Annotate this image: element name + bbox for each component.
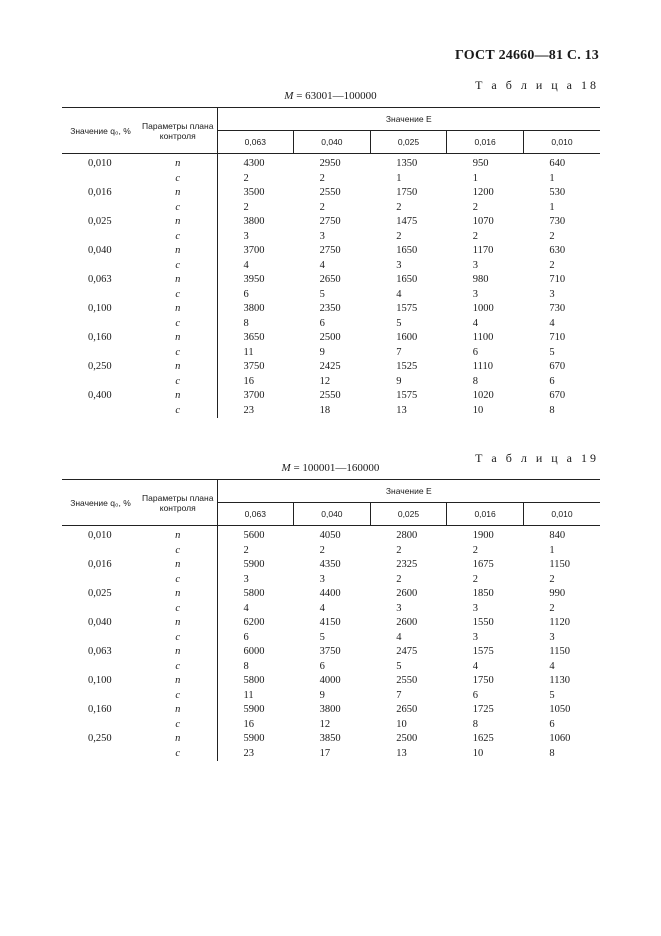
q0-value (62, 631, 139, 646)
table-cell: 7 (396, 346, 402, 358)
table-cell: 2475 (396, 646, 418, 657)
column-header-e-group: Значение E (217, 480, 600, 503)
param-label: n (139, 154, 217, 172)
table-cell: 1170 (472, 245, 494, 256)
table-cell: 3850 (319, 733, 341, 744)
table-cell: 3 (472, 631, 479, 643)
table-cell: 2 (472, 544, 479, 556)
table-cell: 8 (472, 375, 479, 387)
table-row (62, 587, 600, 602)
table-cell: 2 (472, 573, 479, 585)
table-cell: 2750 (319, 216, 341, 227)
table-cell: 2500 (396, 733, 418, 744)
table-cell: 710 (549, 274, 566, 285)
table-row (62, 645, 600, 660)
column-header-e-value: 0,040 (294, 131, 371, 154)
table-row (62, 215, 600, 230)
table-cell: 3700 (243, 390, 265, 401)
table-cell: 4400 (319, 588, 341, 599)
q0-value (62, 172, 139, 187)
table-cell: 12 (319, 375, 331, 387)
q0-value: 0,400 (88, 390, 112, 401)
table-cell: 1100 (472, 332, 494, 343)
table-cell: 6 (472, 346, 479, 358)
table-cell: 530 (549, 187, 566, 198)
q0-value: 0,040 (88, 617, 112, 628)
q0-value (62, 602, 139, 617)
param-label: n (139, 732, 217, 747)
table-cell: 3800 (319, 704, 341, 715)
table-cell: 1 (549, 544, 555, 556)
table-cell: 3 (472, 259, 479, 271)
q0-value: 0,063 (88, 646, 112, 657)
table-cell: 730 (549, 216, 566, 227)
table-cell: 1000 (472, 303, 494, 314)
column-header-e-value: 0,063 (217, 503, 294, 526)
param-label: c (139, 631, 217, 646)
column-header-e-value: 0,040 (294, 503, 371, 526)
table-row (62, 631, 600, 646)
table-row (62, 259, 600, 274)
table-cell: 5 (549, 346, 555, 358)
table-cell: 2 (396, 201, 402, 213)
table-row (62, 317, 600, 332)
table-cell: 4150 (319, 617, 341, 628)
column-header-e-value: 0,025 (370, 503, 447, 526)
table-cell: 9 (319, 346, 325, 358)
param-label: n (139, 273, 217, 288)
table-cell: 9 (396, 375, 402, 387)
table-cell: 2600 (396, 617, 418, 628)
q0-value (62, 404, 139, 419)
param-label: n (139, 616, 217, 631)
param-label: c (139, 747, 217, 762)
param-label: c (139, 544, 217, 559)
table-cell: 2550 (319, 187, 341, 198)
table-cell: 2550 (319, 390, 341, 401)
q0-value: 0,063 (88, 274, 112, 285)
table-row (62, 201, 600, 216)
param-label: c (139, 689, 217, 704)
table-row (62, 404, 600, 419)
table-row (62, 703, 600, 718)
column-header-q0: Значение q₀, % (62, 480, 139, 526)
table-row (62, 273, 600, 288)
param-label: n (139, 302, 217, 317)
table-cell: 710 (549, 332, 566, 343)
column-header-e-value: 0,016 (447, 503, 524, 526)
table-cell: 6000 (243, 646, 265, 657)
table-cell: 1350 (396, 158, 418, 169)
table-cell: 18 (319, 404, 331, 416)
q0-value (62, 573, 139, 588)
table-row (62, 558, 600, 573)
q0-value: 0,025 (88, 588, 112, 599)
table-cell: 1475 (396, 216, 418, 227)
table-cell: 8 (243, 317, 249, 329)
q0-value (62, 201, 139, 216)
table-cell: 990 (549, 588, 566, 599)
table-cell: 4 (319, 602, 325, 614)
table-row (62, 186, 600, 201)
table-cell: 1120 (549, 617, 570, 628)
q0-value: 0,010 (88, 530, 112, 541)
table-row (62, 602, 600, 617)
table-cell: 1020 (472, 390, 494, 401)
table-cell: 2600 (396, 588, 418, 599)
table-cell: 2 (319, 201, 325, 213)
table-row (62, 674, 600, 689)
lot-size-range (0, 90, 661, 102)
param-label: c (139, 172, 217, 187)
table-cell: 16 (243, 718, 254, 730)
table-cell: 2 (549, 259, 555, 271)
q0-value: 0,100 (88, 303, 112, 314)
q0-value (62, 375, 139, 390)
table-cell: 730 (549, 303, 566, 314)
table-cell: 2 (396, 573, 402, 585)
table-row (62, 172, 600, 187)
table-cell: 4000 (319, 675, 341, 686)
table-row (62, 154, 600, 172)
table-cell: 1725 (472, 704, 494, 715)
table-cell: 3 (319, 573, 325, 585)
m-symbol: M (281, 462, 291, 474)
table-cell: 13 (396, 404, 407, 416)
table-cell: 8 (472, 718, 479, 730)
param-label: c (139, 230, 217, 245)
table-cell: 5 (319, 288, 325, 300)
table-cell: 4 (472, 317, 479, 329)
table-cell: 3750 (243, 361, 265, 372)
q0-value: 0,250 (88, 361, 112, 372)
table-cell: 3 (319, 230, 325, 242)
table-cell: 11 (243, 689, 254, 701)
param-label: n (139, 389, 217, 404)
table-cell: 5900 (243, 733, 265, 744)
table-cell: 11 (243, 346, 254, 358)
table-cell: 8 (243, 660, 249, 672)
table-cell: 4 (243, 259, 249, 271)
table-cell: 2 (549, 573, 555, 585)
table-row (62, 747, 600, 762)
table-cell: 5 (396, 660, 402, 672)
table-cell: 3 (549, 288, 555, 300)
table-cell: 23 (243, 747, 254, 759)
table-cell: 4300 (243, 158, 265, 169)
table-cell: 670 (549, 361, 566, 372)
table-cell: 1750 (472, 675, 494, 686)
table-cell: 2650 (396, 704, 418, 715)
table-cell: 2 (396, 544, 402, 556)
param-label: n (139, 645, 217, 660)
table-cell: 10 (472, 404, 484, 416)
table-cell: 1650 (396, 245, 418, 256)
table-cell: 3500 (243, 187, 265, 198)
table-cell: 6 (243, 631, 249, 643)
q0-value (62, 346, 139, 361)
table-row (62, 616, 600, 631)
q0-value (62, 718, 139, 733)
table-caption: Т а б л и ц а 19 (475, 451, 599, 465)
table-cell: 1850 (472, 588, 494, 599)
table-cell: 3 (396, 259, 402, 271)
q0-value (62, 689, 139, 704)
table-cell: 6 (319, 660, 325, 672)
param-label: n (139, 215, 217, 230)
table-cell: 1900 (472, 530, 494, 541)
table-cell: 13 (396, 747, 407, 759)
column-header-params: Параметры плана контроля (139, 480, 217, 526)
param-label: c (139, 602, 217, 617)
column-header-e-value: 0,016 (447, 131, 524, 154)
table-cell: 3 (472, 288, 479, 300)
table-cell: 3 (243, 230, 249, 242)
param-label: n (139, 558, 217, 573)
table-cell: 5600 (243, 530, 265, 541)
table-cell: 3 (243, 573, 249, 585)
table-cell: 1 (549, 201, 555, 213)
table-cell: 1575 (396, 303, 418, 314)
table-cell: 12 (319, 718, 331, 730)
q0-value: 0,040 (88, 245, 112, 256)
param-label: n (139, 526, 217, 544)
m-range: = 100001—160000 (293, 462, 380, 474)
column-header-e-value: 0,010 (523, 131, 600, 154)
table-caption: Т а б л и ц а 18 (475, 78, 599, 92)
m-symbol: M (284, 90, 294, 102)
table-cell: 6 (549, 375, 555, 387)
param-label: c (139, 375, 217, 390)
column-header-e-value: 0,025 (370, 131, 447, 154)
column-header-params: Параметры плана контроля (139, 108, 217, 154)
table-cell: 840 (549, 530, 566, 541)
q0-value: 0,160 (88, 332, 112, 343)
q0-value (62, 317, 139, 332)
q0-value (62, 747, 139, 762)
column-header-q0: Значение q₀, % (62, 108, 139, 154)
table-cell: 4 (549, 317, 555, 329)
table-cell: 2650 (319, 274, 341, 285)
lot-size-range (0, 462, 661, 474)
column-header-e-value: 0,010 (523, 503, 600, 526)
table-cell: 6 (243, 288, 249, 300)
table-cell: 1130 (549, 675, 570, 686)
q0-value (62, 259, 139, 274)
param-label: n (139, 587, 217, 602)
q0-value: 0,025 (88, 216, 112, 227)
param-label: n (139, 674, 217, 689)
table-cell: 6 (319, 317, 325, 329)
param-label: c (139, 317, 217, 332)
table-cell: 3750 (319, 646, 341, 657)
table-cell: 1525 (396, 361, 418, 372)
table-cell: 3800 (243, 216, 265, 227)
table-cell: 2950 (319, 158, 341, 169)
table-cell: 1600 (396, 332, 418, 343)
table-row (62, 360, 600, 375)
param-label: n (139, 360, 217, 375)
q0-value: 0,010 (88, 158, 112, 169)
table-cell: 1200 (472, 187, 494, 198)
param-label: c (139, 259, 217, 274)
table-row (62, 544, 600, 559)
table-cell: 3700 (243, 245, 265, 256)
table-cell: 950 (472, 158, 489, 169)
table-cell: 2 (243, 544, 249, 556)
table-cell: 16 (243, 375, 254, 387)
table-cell: 4 (472, 660, 479, 672)
table-18 (62, 107, 600, 418)
table-row (62, 288, 600, 303)
param-label: n (139, 331, 217, 346)
q0-value: 0,016 (88, 187, 112, 198)
table-cell: 2550 (396, 675, 418, 686)
table-cell: 1575 (472, 646, 494, 657)
table-cell: 5900 (243, 559, 265, 570)
table-cell: 4 (549, 660, 555, 672)
table-cell: 2 (472, 230, 479, 242)
table-cell: 4350 (319, 559, 341, 570)
table-cell: 2 (243, 201, 249, 213)
table-cell: 980 (472, 274, 489, 285)
table-cell: 1 (549, 172, 555, 184)
table-cell: 3950 (243, 274, 265, 285)
table-cell: 2 (396, 230, 402, 242)
table-cell: 2 (319, 544, 325, 556)
table-cell: 1550 (472, 617, 494, 628)
table-cell: 2350 (319, 303, 341, 314)
table-cell: 17 (319, 747, 331, 759)
table-cell: 8 (549, 404, 555, 416)
table-cell: 9 (319, 689, 325, 701)
table-cell: 1070 (472, 216, 494, 227)
table-row (62, 346, 600, 361)
table-cell: 1750 (396, 187, 418, 198)
table-cell: 2 (472, 201, 479, 213)
param-label: n (139, 703, 217, 718)
table-cell: 1675 (472, 559, 494, 570)
table-cell: 5900 (243, 704, 265, 715)
table-cell: 6 (472, 689, 479, 701)
param-label: c (139, 718, 217, 733)
table-cell: 1575 (396, 390, 418, 401)
table-cell: 10 (472, 747, 484, 759)
q0-value: 0,250 (88, 733, 112, 744)
table-cell: 3 (472, 602, 479, 614)
param-label: c (139, 201, 217, 216)
q0-value (62, 660, 139, 675)
table-row (62, 302, 600, 317)
column-header-e-value: 0,063 (217, 131, 294, 154)
page-header: ГОСТ 24660—81 С. 13 (455, 48, 599, 63)
table-cell: 2 (319, 172, 325, 184)
table-row (62, 526, 600, 544)
table-cell: 2 (549, 230, 555, 242)
table-cell: 670 (549, 390, 566, 401)
table-cell: 3 (396, 602, 402, 614)
q0-value: 0,100 (88, 675, 112, 686)
table-cell: 6200 (243, 617, 265, 628)
param-label: n (139, 244, 217, 259)
table-19 (62, 479, 600, 761)
table-cell: 1 (472, 172, 479, 184)
table-cell: 1650 (396, 274, 418, 285)
table-row (62, 573, 600, 588)
table-cell: 1050 (549, 704, 571, 715)
param-label: c (139, 660, 217, 675)
table-cell: 6 (549, 718, 555, 730)
table-row (62, 230, 600, 245)
q0-value (62, 544, 139, 559)
table-cell: 630 (549, 245, 566, 256)
param-label: n (139, 186, 217, 201)
table-cell: 640 (549, 158, 566, 169)
table-row (62, 375, 600, 390)
table-cell: 10 (396, 718, 407, 730)
q0-value (62, 288, 139, 303)
q0-value (62, 230, 139, 245)
m-range: = 63001—100000 (296, 90, 377, 102)
table-row (62, 732, 600, 747)
table-cell: 5 (319, 631, 325, 643)
table-cell: 1150 (549, 559, 570, 570)
table-cell: 2750 (319, 245, 341, 256)
table-cell: 2 (243, 172, 249, 184)
table-row (62, 389, 600, 404)
table-cell: 3 (549, 631, 555, 643)
table-row (62, 689, 600, 704)
table-row (62, 660, 600, 675)
table-cell: 2500 (319, 332, 341, 343)
table-cell: 5 (549, 689, 555, 701)
table-cell: 4 (243, 602, 249, 614)
table-row (62, 718, 600, 733)
table-cell: 2425 (319, 361, 341, 372)
table-cell: 3800 (243, 303, 265, 314)
param-label: c (139, 404, 217, 419)
table-cell: 4 (396, 288, 402, 300)
table-cell: 1 (396, 172, 402, 184)
table-cell: 5800 (243, 675, 265, 686)
param-label: c (139, 573, 217, 588)
q0-value: 0,160 (88, 704, 112, 715)
table-cell: 1060 (549, 733, 571, 744)
table-cell: 1110 (472, 361, 494, 372)
table-cell: 4 (396, 631, 402, 643)
table-row (62, 244, 600, 259)
q0-value: 0,016 (88, 559, 112, 570)
table-cell: 23 (243, 404, 254, 416)
table-cell: 8 (549, 747, 555, 759)
table-cell: 5800 (243, 588, 265, 599)
table-cell: 3650 (243, 332, 265, 343)
table-cell: 1150 (549, 646, 570, 657)
param-label: c (139, 288, 217, 303)
table-cell: 2800 (396, 530, 418, 541)
table-cell: 1625 (472, 733, 494, 744)
table-cell: 4 (319, 259, 325, 271)
table-row (62, 331, 600, 346)
table-cell: 4050 (319, 530, 341, 541)
table-cell: 2325 (396, 559, 418, 570)
table-cell: 2 (549, 602, 555, 614)
table-cell: 5 (396, 317, 402, 329)
column-header-e-group: Значение E (217, 108, 600, 131)
param-label: c (139, 346, 217, 361)
table-cell: 7 (396, 689, 402, 701)
